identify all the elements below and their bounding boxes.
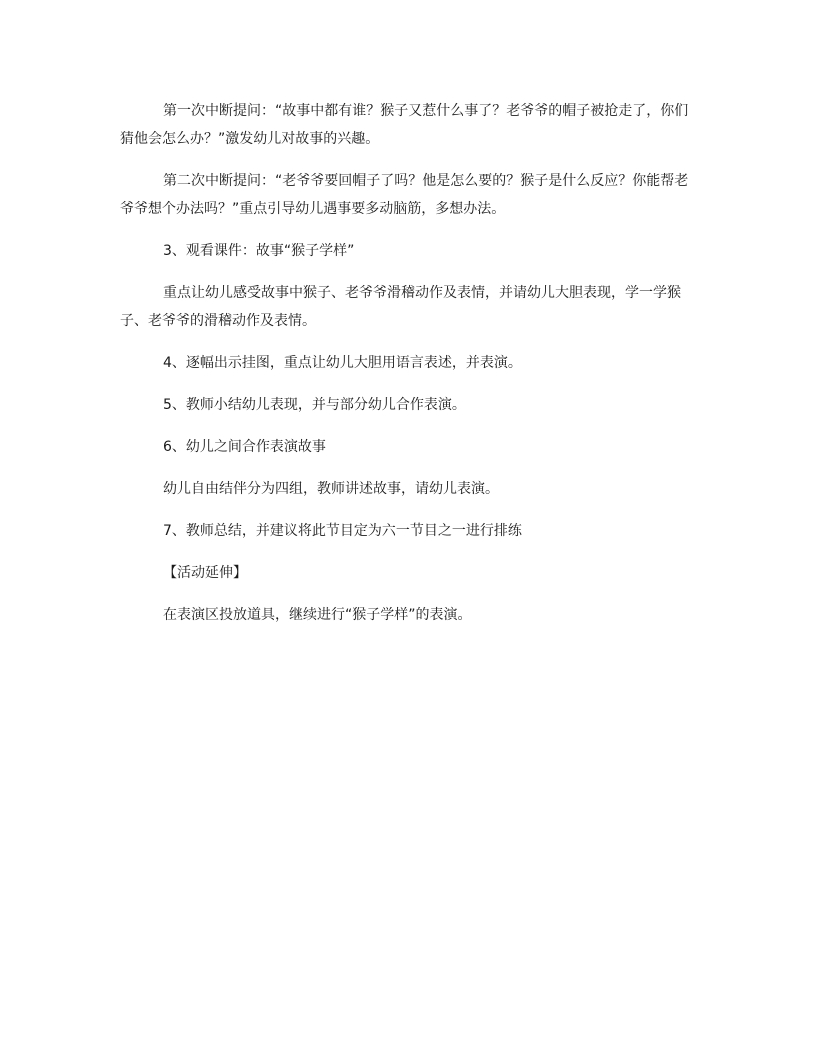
paragraph-step-6: 6、幼儿之间合作表演故事 <box>163 439 326 455</box>
paragraph-first-interruption-question: 第一次中断提问：“故事中都有谁？猴子又惹什么事了？老爷爷的帽子被抢走了，你们猜他会怎么办？”激发幼儿对故事的兴趣。 <box>120 103 689 147</box>
paragraph-step-3: 3、观看课件：故事“猴子学样” <box>163 243 355 259</box>
document-body <box>120 97 696 643</box>
paragraph-second-interruption-question: 第二次中断提问：“老爷爷要回帽子了吗？他是怎么要的？猴子是什么反应？你能帮老爷爷想个办法吗？”重点引导幼儿遇事要多动脑筋，多想办法。 <box>120 173 689 217</box>
paragraph-step-7: 7、教师总结，并建议将此节目定为六一节目之一进行排练 <box>163 523 522 539</box>
section-heading-activity-extension: 【活动延伸】 <box>163 565 247 581</box>
paragraph-step-4: 4、逐幅出示挂图，重点让幼儿大胆用语言表述，并表演。 <box>163 355 522 371</box>
paragraph-activity-extension: 在表演区投放道具，继续进行“猴子学样”的表演。 <box>163 607 472 623</box>
paragraph-step-3-detail: 重点让幼儿感受故事中猴子、老爷爷滑稽动作及表情，并请幼儿大胆表现，学一学猴子、老爷爷的滑稽动作及表情。 <box>120 285 681 329</box>
paragraph-step-5: 5、教师小结幼儿表现，并与部分幼儿合作表演。 <box>163 397 466 413</box>
paragraph-step-6-detail: 幼儿自由结伴分为四组，教师讲述故事，请幼儿表演。 <box>163 481 499 497</box>
